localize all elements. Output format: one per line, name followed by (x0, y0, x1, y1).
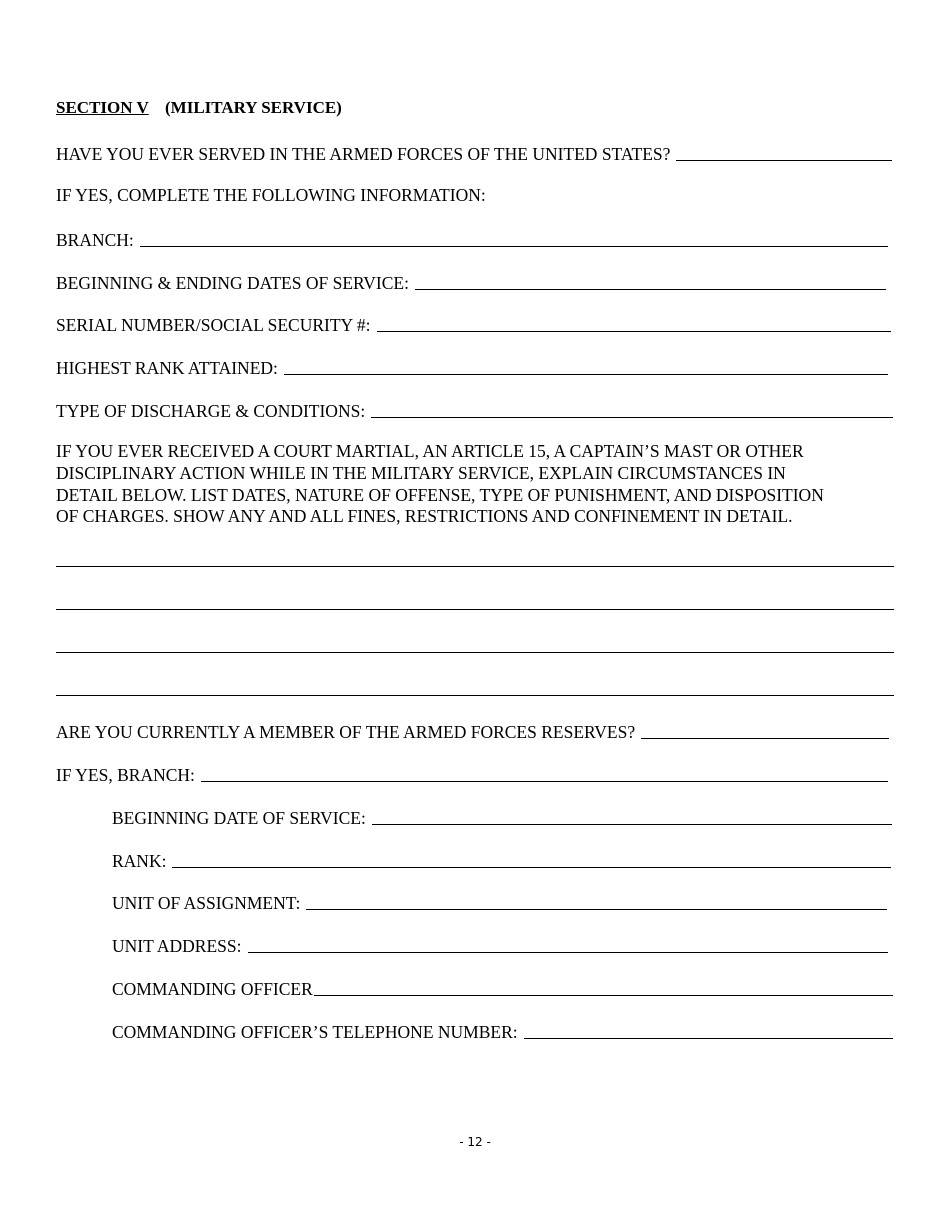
serial-number-row (56, 313, 891, 335)
discharge-type-field[interactable] (371, 416, 893, 418)
rank-field[interactable] (172, 866, 891, 868)
beginning-date-label: BEGINNING DATE OF SERVICE: (112, 808, 366, 828)
beginning-date-field[interactable] (372, 823, 892, 825)
reserves-branch-row (56, 763, 888, 785)
dates-of-service-label: BEGINNING & ENDING DATES OF SERVICE: (56, 273, 409, 293)
commanding-officer-label: COMMANDING OFFICER (112, 979, 313, 999)
disciplinary-line: DETAIL BELOW. LIST DATES, NATURE OF OFFENSE, TYPE OF PUNISHMENT, AND DISPOSITION (56, 484, 824, 505)
rank-label: RANK: (112, 851, 167, 871)
reserves-row (56, 720, 889, 742)
section-number: SECTION V (56, 98, 149, 117)
serial-number-label: SERIAL NUMBER/SOCIAL SECURITY #: (56, 315, 371, 335)
page-number: - 12 - (459, 1135, 491, 1149)
reserves-label: ARE YOU CURRENTLY A MEMBER OF THE ARMED FORCES RESERVES? (56, 722, 636, 742)
discharge-type-row (56, 399, 893, 421)
served-armed-forces-field[interactable] (676, 159, 892, 161)
unit-address-label: UNIT ADDRESS: (112, 936, 242, 956)
commanding-officer-row (112, 977, 893, 999)
explanation-line-3[interactable] (56, 652, 894, 653)
explanation-line-2[interactable] (56, 609, 894, 610)
reserves-branch-label: IF YES, BRANCH: (56, 765, 195, 785)
dates-of-service-field[interactable] (415, 288, 886, 290)
served-armed-forces-row (56, 142, 892, 164)
disciplinary-line: IF YOU EVER RECEIVED A COURT MARTIAL, AN ARTICLE 15, A CAPTAIN’S MAST OR OTHER (56, 441, 804, 461)
highest-rank-label: HIGHEST RANK ATTAINED: (56, 358, 278, 378)
co-phone-field[interactable] (524, 1037, 893, 1039)
co-phone-row (112, 1020, 893, 1042)
branch-label: BRANCH: (56, 230, 134, 250)
unit-address-field[interactable] (248, 951, 889, 953)
reserves-branch-field[interactable] (201, 780, 888, 782)
beginning-date-row (112, 806, 892, 828)
explanation-line-4[interactable] (56, 695, 894, 696)
section-heading (56, 98, 342, 118)
unit-assignment-row (112, 891, 887, 913)
branch-field[interactable] (140, 245, 888, 247)
explanation-line-1[interactable] (56, 566, 894, 567)
serial-number-field[interactable] (377, 330, 891, 332)
branch-row (56, 228, 888, 250)
section-title: (MILITARY SERVICE) (165, 98, 342, 117)
highest-rank-field[interactable] (284, 373, 888, 375)
co-phone-label: COMMANDING OFFICER’S TELEPHONE NUMBER: (112, 1022, 518, 1042)
served-armed-forces-label: HAVE YOU EVER SERVED IN THE ARMED FORCES OF THE UNITED STATES? (56, 144, 671, 164)
if-yes-complete-text: IF YES, COMPLETE THE FOLLOWING INFORMATION: (56, 185, 486, 205)
unit-assignment-field[interactable] (306, 908, 887, 910)
reserves-field[interactable] (641, 737, 889, 739)
disciplinary-line: OF CHARGES. SHOW ANY AND ALL FINES, RESTRICTIONS AND CONFINEMENT IN DETAIL. (56, 506, 793, 527)
disciplinary-instructions (56, 441, 896, 528)
dates-of-service-row (56, 271, 886, 293)
discharge-type-label: TYPE OF DISCHARGE & CONDITIONS: (56, 401, 366, 421)
commanding-officer-field[interactable] (314, 994, 893, 996)
rank-row (112, 849, 891, 871)
disciplinary-line: DISCIPLINARY ACTION WHILE IN THE MILITARY SERVICE, EXPLAIN CIRCUMSTANCES IN (56, 462, 786, 483)
unit-address-row (112, 934, 888, 956)
unit-assignment-label: UNIT OF ASSIGNMENT: (112, 893, 301, 913)
highest-rank-row (56, 356, 888, 378)
